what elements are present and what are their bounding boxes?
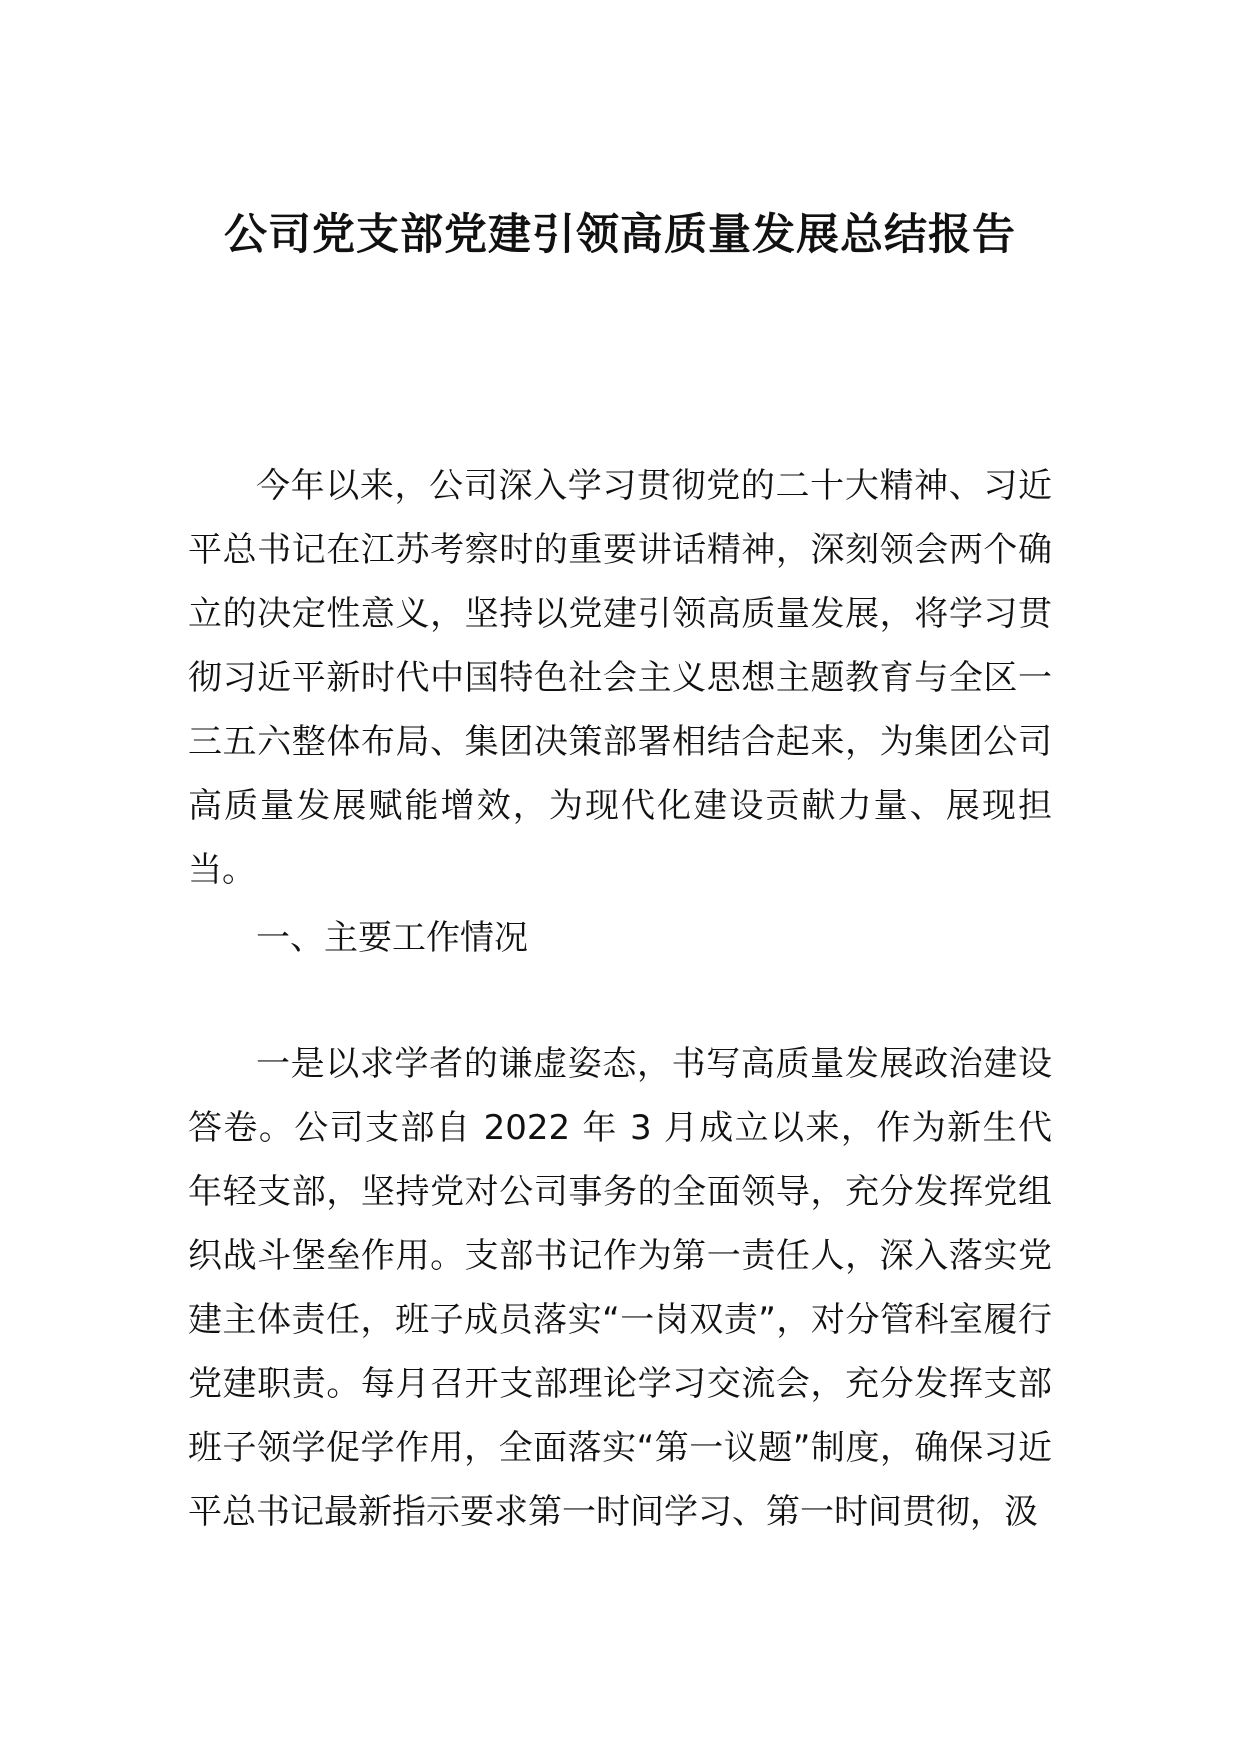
section-heading: 一、主要工作情况: [256, 918, 528, 958]
intro-paragraph: 今年以来，公司深入学习贯彻党的二十大精神、习近平总书记在江苏考察时的重要讲话精神，深刻领会两个确立的决定性意义，坚持以党建引领高质量发展，将学习贯彻习近平新时代中国特色社会主义思想主题教育与全区一三五六整体布局、集团决策部署相结合起来，为集团公司高质量发展赋能增效，为现代化建设贡献力量、展现担当。: [188, 466, 1052, 890]
document-title: 公司党支部党建引领高质量发展总结报告: [224, 210, 1016, 260]
body-paragraph: 一是以求学者的谦虚姿态，书写高质量发展政治建设答卷。公司支部自 2022 年 3 月成立以来，作为新生代年轻支部，坚持党对公司事务的全面领导，充分发挥党组织战斗堡垒作用。支部书记作为第一责任人，深入落实党建主体责任，班子成员落实“一岗双责”，对分管科室履行党建职责。每月召开支部理论学习交流会，充分发挥支部班子领学促学作用，全面落实“第一议题”制度，确保习近平总书记最新指示要求第一时间学习、第一时间贯彻，汲: [188, 1044, 1052, 1532]
